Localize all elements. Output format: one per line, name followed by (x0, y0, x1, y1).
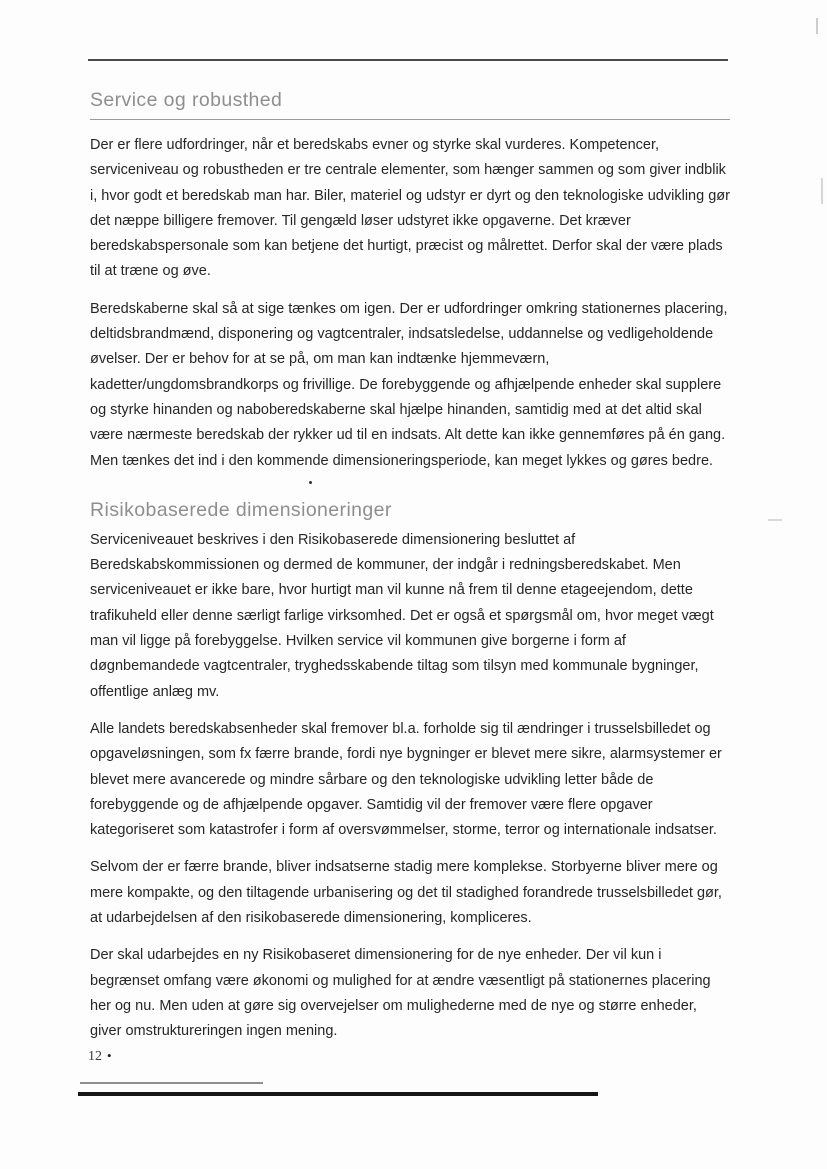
bottom-rule-short (80, 1082, 263, 1084)
top-rule (88, 59, 728, 61)
scan-artifact-edge-top (816, 18, 818, 34)
paragraph-service-1: Der er flere udfordringer, når et beredskabs evner og styrke skal vurderes. Kompetencer, serviceniveau og robustheden er tre centrale elementer, som hænger sammen og som giver indblik i, hvor godt et beredskab man har. Biler, materiel og udstyr er dyrt og den teknologiske udvikling gør det næppe billigere fremover. Til gengæld løser udstyret ikke opgaverne. Det kræver beredskabspersonale som kan betjene det hurtigt, præcist og målrettet. Derfor skal der være plads til at træne og øve. (90, 137, 730, 280)
paragraph-risiko-3: Selvom der er færre brande, bliver indsatserne stadig mere komplekse. Storbyerne bliver mere og mere kompakte, og den tiltagende urbanisering og det til stadighed forandrede trusselsbilledet gør, at udarbejdelsen af den risikobaserede dimensionering, kompliceres. (90, 859, 722, 927)
bottom-rule-long (78, 1092, 598, 1096)
scan-artifact-edge-middle (768, 519, 782, 521)
paragraph-risiko-4: Der skal udarbejdes en ny Risikobaseret dimensionering for de nye enheder. Der vil kun i begrænset omfang være økonomi og mulighed for at ændre væsentligt på stationernes placering her og nu. Men uden at gøre sig overvejelser om mulighederne med de nye og større enheder, giver omstruktureringen ingen mening. (90, 947, 711, 1040)
section-heading-service-og-robusthed: Service og robusthed (90, 88, 730, 120)
page-footer (88, 1048, 112, 1065)
page-content (90, 88, 730, 1057)
paragraph-service-2: Beredskaberne skal så at sige tænkes om igen. Der er udfordringer omkring stationernes placering, deltidsbrandmænd, disponering og vagtcentraler, indsatsledelse, uddannelse og vedligeholdende øvelser. Der er behov for at se på, om man kan indtænke hjemmeværn, kadetter/ungdomsbrandkorps og frivillige. De forebyggende og afhjælpende enheder skal supplere og styrke hinanden og naboberedskaberne skal hjælpe hinanden, samtidig med at det altid skal være nærmeste beredskab der rykker ud til en indsats. Alt dette kan ikke gennemføres på én gang. Men tænkes det ind i den kommende dimensioneringsperiode, kan meget lykkes og gøres bedre. (90, 300, 728, 469)
page-number: 12 (88, 1049, 102, 1064)
scan-artifact-dot (309, 481, 312, 484)
paragraph-risiko-1: Serviceniveauet beskrives i den Risikobaserede dimensionering besluttet af Beredskabskommissionen og dermed de kommuner, der indgår i redningsberedskabet. Men serviceniveauet er ikke bare, hvor hurtigt man vil kunne nå frem til denne etageejendom, dette trafikuheld eller denne særligt farlige virksomhed. Det er også et spørgsmål om, hvor meget vægt man vil ligge på forebyggelse. Hvilken service vil kommunen give borgerne i form af døgnbemandede vagtcentraler, tryghedsskabende tiltag som tilsyn med kommunale bygninger, offentlige anlæg mv. (90, 531, 714, 700)
section-heading-risikobaserede-dimensioneringer: Risikobaserede dimensioneringer (90, 498, 392, 521)
scan-artifact-edge-upper (821, 178, 823, 204)
paragraph-risiko-2: Alle landets beredskabsenheder skal fremover bl.a. forholde sig til ændringer i trusselsbilledet og opgaveløsningen, som fx færre brande, fordi nye bygninger er blevet mere sikre, alarmsystemer er blevet mere avancerede og mindre sårbare og den teknologiske udvikling letter både de forebyggende og de afhjælpende opgaver. Samtidig vil der fremover være flere opgaver kategoriseret som katastrofer i form af oversvømmelser, storme, terror og internationale indsatser. (90, 720, 722, 839)
footer-bullet: • (107, 1048, 112, 1063)
